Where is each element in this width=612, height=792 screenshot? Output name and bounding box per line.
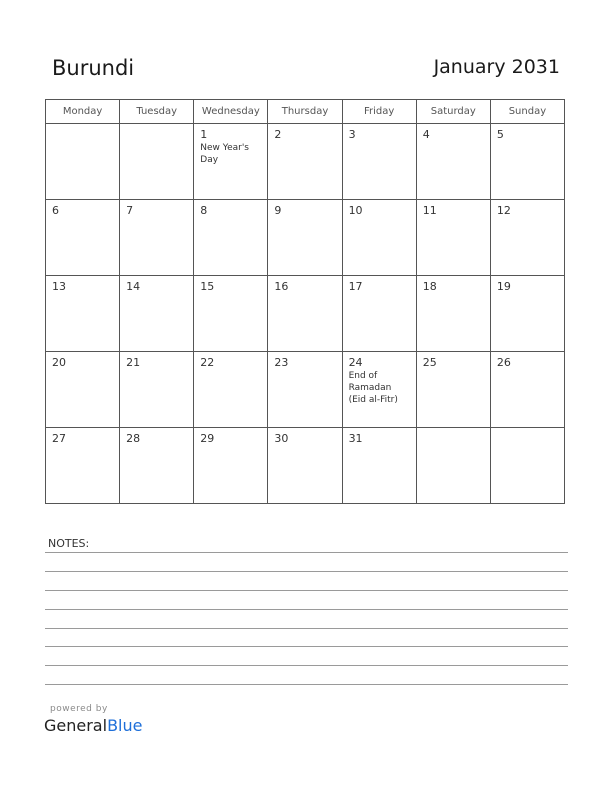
day-cell <box>342 276 416 352</box>
brand-general-text: General <box>44 716 108 735</box>
day-cell <box>46 352 120 428</box>
notes-label: NOTES: <box>48 537 90 550</box>
week-row <box>46 124 565 200</box>
week-row <box>46 200 565 276</box>
day-number: 19 <box>496 280 511 293</box>
day-cell <box>268 200 342 276</box>
note-line <box>45 684 568 685</box>
day-number: 16 <box>274 280 289 293</box>
day-number: 15 <box>200 280 215 293</box>
weekday-header-thursday: Thursday <box>268 100 342 124</box>
day-cell <box>268 276 342 352</box>
day-number: 30 <box>274 432 289 445</box>
day-cell <box>268 124 342 200</box>
weekday-header-tuesday: Tuesday <box>120 100 194 124</box>
day-cell <box>342 124 416 200</box>
calendar-grid <box>45 99 565 504</box>
day-number: 12 <box>496 204 511 217</box>
note-line <box>45 665 568 666</box>
day-number: 29 <box>200 432 215 445</box>
day-cell <box>194 124 268 200</box>
day-number: 31 <box>348 432 363 445</box>
day-cell <box>194 352 268 428</box>
note-line <box>45 646 568 647</box>
day-number: 28 <box>126 432 141 445</box>
generalblue-logo[interactable] <box>44 716 142 735</box>
day-cell <box>46 276 120 352</box>
day-cell <box>416 352 490 428</box>
month-title: January 2031 <box>433 56 560 78</box>
note-line <box>45 590 568 591</box>
day-cell <box>416 200 490 276</box>
day-number: 1 <box>200 128 208 141</box>
day-cell <box>120 276 194 352</box>
note-line <box>45 571 568 572</box>
day-number: 21 <box>126 356 141 369</box>
day-cell <box>416 428 490 504</box>
day-number: 24 <box>348 356 363 369</box>
day-number: 4 <box>422 128 430 141</box>
day-number: 26 <box>496 356 511 369</box>
day-number: 18 <box>422 280 437 293</box>
day-number: 6 <box>52 204 59 217</box>
day-cell <box>120 124 194 200</box>
day-cell <box>194 428 268 504</box>
day-number: 5 <box>496 128 504 141</box>
day-number: 10 <box>348 204 363 217</box>
day-cell <box>342 428 416 504</box>
day-cell <box>342 200 416 276</box>
day-cell <box>416 276 490 352</box>
day-cell <box>342 352 416 428</box>
weekday-header-saturday: Saturday <box>416 100 490 124</box>
weekday-header-wednesday: Wednesday <box>194 100 268 124</box>
note-line <box>45 628 568 629</box>
day-number: 25 <box>422 356 437 369</box>
powered-by-text: powered by <box>50 704 108 714</box>
day-number: 14 <box>126 280 141 293</box>
note-line <box>45 609 568 610</box>
day-cell <box>46 428 120 504</box>
day-cell <box>490 200 564 276</box>
day-cell <box>268 428 342 504</box>
day-cell <box>120 428 194 504</box>
day-number: 17 <box>348 280 363 293</box>
day-number: 13 <box>52 280 66 293</box>
day-number: 22 <box>200 356 215 369</box>
week-row <box>46 276 565 352</box>
day-number: 2 <box>274 128 282 141</box>
weekday-header-monday: Monday <box>46 100 120 124</box>
day-cell <box>46 124 120 200</box>
day-cell <box>194 276 268 352</box>
day-cell <box>46 200 120 276</box>
day-number: 3 <box>348 128 356 141</box>
note-line <box>45 552 568 553</box>
day-number: 7 <box>126 204 134 217</box>
day-number: 9 <box>274 204 282 217</box>
brand-blue-text: Blue <box>107 716 143 735</box>
day-cell <box>268 352 342 428</box>
day-cell <box>194 200 268 276</box>
day-number: 20 <box>52 356 66 369</box>
day-cell <box>490 124 564 200</box>
weekday-header-row <box>46 100 565 124</box>
day-cell <box>416 124 490 200</box>
day-number: 27 <box>52 432 66 445</box>
day-cell <box>120 352 194 428</box>
week-row <box>46 428 565 504</box>
day-number: 23 <box>274 356 289 369</box>
day-cell <box>490 428 564 504</box>
weekday-header-friday: Friday <box>342 100 416 124</box>
holiday-label: End of Ramadan (Eid al-Fitr) <box>348 371 398 405</box>
day-cell <box>490 276 564 352</box>
holiday-label: New Year's Day <box>200 143 249 165</box>
day-cell <box>490 352 564 428</box>
day-number: 11 <box>422 204 437 217</box>
week-row <box>46 352 565 428</box>
day-cell <box>120 200 194 276</box>
weekday-header-sunday: Sunday <box>490 100 564 124</box>
day-number: 8 <box>200 204 208 217</box>
country-title: Burundi <box>52 56 135 80</box>
